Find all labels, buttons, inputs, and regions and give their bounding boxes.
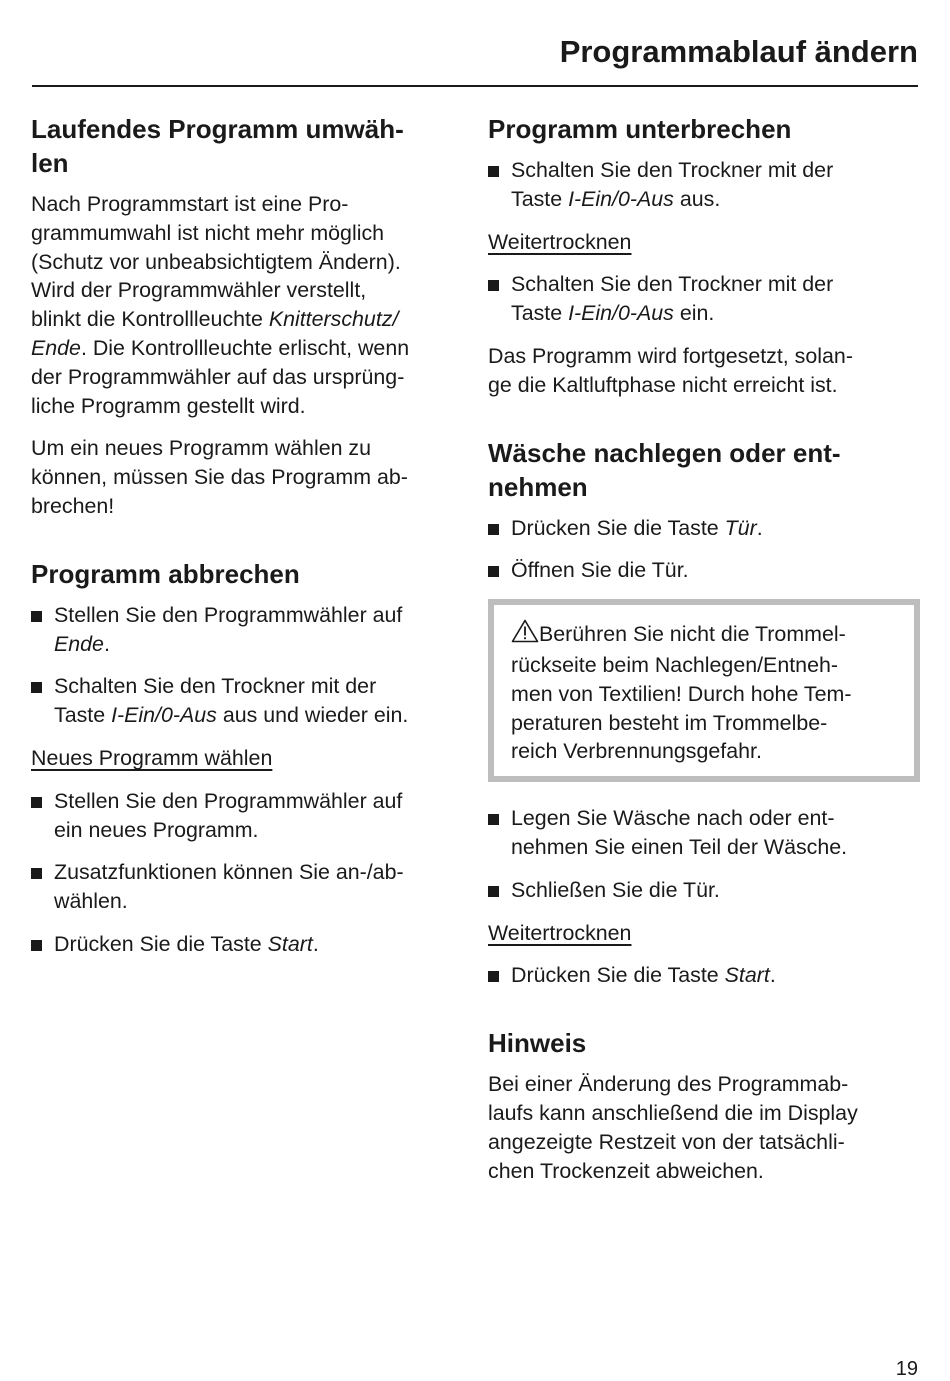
list-item: Drücken Sie die Taste Start. (31, 930, 463, 959)
bullet-square-icon (31, 797, 42, 808)
bullet-square-icon (488, 524, 499, 535)
subheading-neues-programm: Neues Programm wählen (31, 745, 273, 770)
page-number: 19 (895, 1358, 918, 1380)
bullet-square-icon (488, 566, 499, 577)
section-heading-hinweis: Hinweis (488, 1028, 587, 1059)
bullet-square-icon (31, 868, 42, 879)
warning-box: Berühren Sie nicht die Trommel- rückseite beim Nachlegen/Entneh- men von Textilien! Durch hohe Tem- peraturen besteht im Trommelbe- reich Verbrennungsgefahr. (488, 599, 920, 782)
bullet-square-icon (31, 940, 42, 951)
paragraph-programm-fortgesetzt: Das Programm wird fortgesetzt, solan- ge die Kaltluftphase nicht erreicht ist. (488, 343, 853, 397)
section-heading-programm-abbrechen: Programm abbrechen (31, 558, 300, 589)
bullet-square-icon (488, 886, 499, 897)
list-item: Drücken Sie die Taste Start. (488, 961, 920, 990)
bullet-square-icon (488, 971, 499, 982)
section-heading-programm-unterbrechen: Programm unterbrechen (488, 114, 792, 144)
bullet-square-icon (31, 611, 42, 622)
list-item: Zusatzfunktionen können Sie an-/ab- wählen. (31, 858, 463, 916)
bullet-square-icon (488, 280, 499, 291)
list-item: Legen Sie Wäsche nach oder ent- nehmen Sie einen Teil der Wäsche. (488, 804, 920, 862)
list-item: Schalten Sie den Trockner mit der Taste I-Ein/0-Aus aus. (488, 156, 920, 214)
header-rule (32, 85, 918, 87)
page-title: Programmablauf ändern (559, 34, 918, 69)
bullet-square-icon (488, 166, 499, 177)
paragraph-hinweis: Bei einer Änderung des Programmab- laufs kann anschließend die im Display angezeigte Restzeit von der tatsächli- chen Trockenzeit abweichen. (488, 1072, 858, 1183)
left-column (31, 112, 463, 973)
list-item: Öffnen Sie die Tür. (488, 556, 920, 585)
section-heading-waesche-nachlegen: Wäsche nachlegen oder ent- nehmen (488, 437, 841, 502)
bullet-square-icon (488, 814, 499, 825)
subheading-weitertrocknen: Weitertrocknen (488, 920, 632, 945)
paragraph-programmumwahl: Nach Programmstart ist eine Pro- grammumwahl ist nicht mehr möglich (Schutz vor unbeabsichtigtem Ändern). Wird der Programmwähler verstellt, blinkt die Kontrollleuchte Knitterschutz/ Ende. Die Kontrollleuchte erlischt, wenn der Programmwähler auf das ursprüng- liche Programm gestellt wird. (31, 192, 410, 418)
right-column (488, 112, 920, 1199)
bullet-square-icon (31, 682, 42, 693)
list-item: Schließen Sie die Tür. (488, 876, 920, 905)
list-item: Schalten Sie den Trockner mit der Taste I-Ein/0-Aus aus und wieder ein. (31, 672, 463, 730)
list-item: Stellen Sie den Programmwähler auf Ende. (31, 601, 463, 659)
warning-triangle-icon (511, 619, 539, 651)
subheading-weitertrocknen: Weitertrocknen (488, 229, 632, 254)
list-item: Stellen Sie den Programmwähler auf ein neues Programm. (31, 787, 463, 845)
section-heading-laufendes-programm: Laufendes Programm umwäh- len (31, 114, 404, 178)
list-item: Drücken Sie die Taste Tür. (488, 514, 920, 543)
paragraph-programm-abbrechen-hinweis: Um ein neues Programm wählen zu können, müssen Sie das Programm ab- brechen! (31, 436, 408, 518)
list-item: Schalten Sie den Trockner mit der Taste I-Ein/0-Aus ein. (488, 270, 920, 328)
